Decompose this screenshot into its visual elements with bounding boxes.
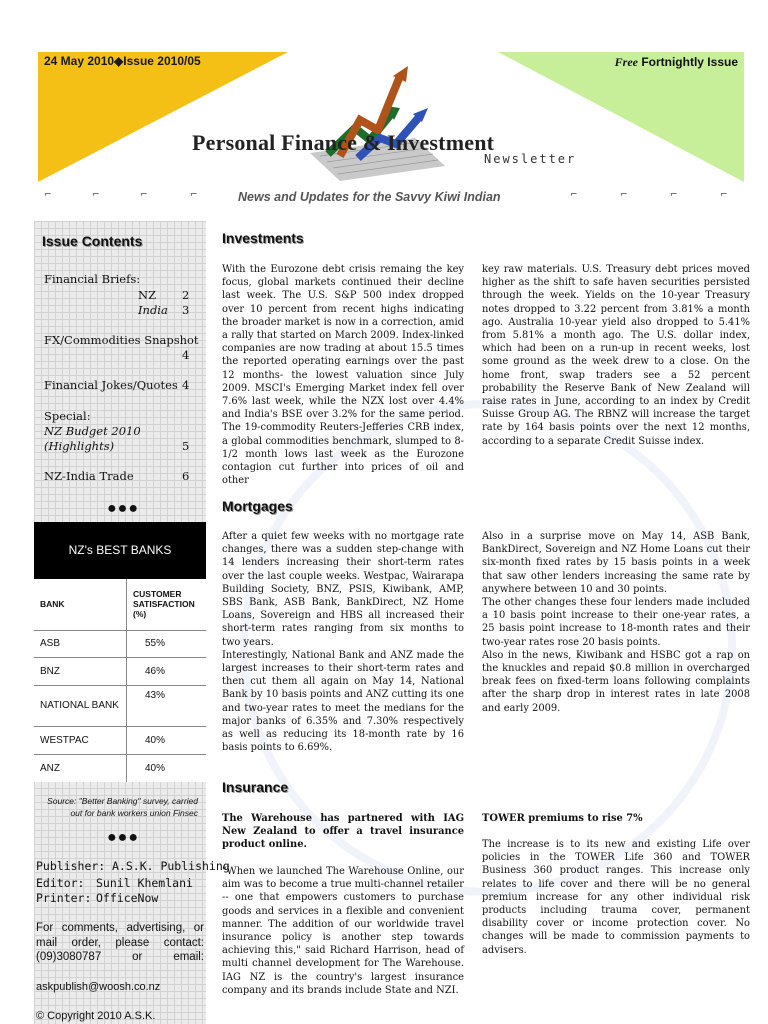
toc-budget-sub[interactable]: (Highlights) xyxy=(44,439,115,453)
table-row xyxy=(34,726,206,754)
mortgages-column-1 xyxy=(222,530,464,754)
toc-india[interactable]: India xyxy=(138,303,168,317)
table-row xyxy=(34,685,206,726)
toc-nz[interactable]: NZ xyxy=(138,288,157,302)
bank-name: ANZ xyxy=(34,754,127,782)
investments-heading: Investments xyxy=(222,230,304,246)
bank-satisfaction: 43% xyxy=(127,685,207,726)
toc-trade-page: 6 xyxy=(182,469,190,483)
toc-fx-commodities[interactable]: FX/Commodities Snapshot xyxy=(44,333,199,347)
copyright: © Copyright 2010 A.S.K. xyxy=(36,1010,156,1022)
corner-mark-icon: ⌐ xyxy=(190,190,198,200)
table-row xyxy=(34,657,206,685)
toc-india-page: 3 xyxy=(182,303,190,317)
bank-name: BNZ xyxy=(34,657,127,685)
best-banks-title: NZ's BEST BANKS xyxy=(68,543,172,557)
mortgages-paragraph: After a quiet few weeks with no mortgage rate changes, there was a sudden step-change with 14 lenders increasing their short-term rates over the last couple weeks. Westpac, Wairarapa Building Society, BNZ, PSIS, Kiwibank, AMP, SBS Bank, ASB Bank, BankDirect, NZ Home Loans, Sovereign and HBS all increased their short-term rates ranging from six months to two years. xyxy=(222,531,464,648)
table-row xyxy=(34,754,206,782)
growth-arrows-logo-icon xyxy=(300,58,450,183)
header-left-triangle xyxy=(38,52,288,182)
insurance-heading: Insurance xyxy=(222,779,289,795)
editor-label: Editor: xyxy=(36,876,85,890)
corner-mark-icon: ⌐ xyxy=(570,190,578,200)
mortgages-column-2 xyxy=(482,530,750,715)
toc-financial-briefs[interactable]: Financial Briefs: xyxy=(44,272,141,286)
corner-mark-icon: ⌐ xyxy=(44,190,52,200)
toc-special: Special: xyxy=(44,409,91,423)
newsletter-subtitle: Newsletter xyxy=(484,152,577,166)
survey-source-note: Source: "Better Banking" survey, carried out for bank workers union Finsec xyxy=(47,796,198,818)
bank-name: WESTPAC xyxy=(34,726,127,754)
col-bank-header: BANK xyxy=(34,579,127,630)
mortgages-heading: Mortgages xyxy=(222,498,293,514)
insurance-lead-2: TOWER premiums to rise 7% xyxy=(482,813,643,824)
printer-name: OfficeNow xyxy=(96,891,159,905)
issue-date: 24 May 2010◆Issue 2010/05 xyxy=(44,54,201,68)
mortgages-paragraph: The other changes these four lenders made included a 10 basis point increase to their one-year rates, a 25 basis point increase to 18-month rates and their two-year rates rose 20 basis points. xyxy=(482,597,750,648)
toc-nz-india-trade[interactable]: NZ-India Trade xyxy=(44,469,134,483)
mortgages-paragraph: Interestingly, National Bank and ANZ made the largest increases to their short-term rates and then cut them all again on May 14, National Bank by 10 basis points and ANZ cutting its one and two-year rates to meet the medians for the major banks of 6.35% and 7.30% respectively as well as reducing its 18-month rate by 16 basis points to 6.69%. xyxy=(222,649,464,754)
investments-column-1: With the Eurozone debt crisis remaing the key focus, global markets continued their decline last week. The U.S. S&P 500 index dropped over 10 percent from recent highs indicating the broader market is now in a correction, amid a rally that started on March 2009. Index-linked companies are now trading at about 15.5 times the reported operating earnings over the past 12 months- the lowest valuation since July 2009. MSCI's Emerging Market index fell over 7.6% last week, while the NZX lost over 4.4% and India's BSE over 3.2% for the same period. The 19-commodity Reuters-Jefferies CRB index, a global commodities benchmark, slumped to 8-1/2 month lows last week as the Eurozone contagion cut further into prices of oil and other xyxy=(222,264,464,487)
newsletter-title: Personal Finance & Investment xyxy=(192,130,495,155)
bank-satisfaction: 46% xyxy=(127,657,207,685)
bank-satisfaction: 55% xyxy=(127,630,207,657)
issue-contents-heading: Issue Contents xyxy=(42,233,143,249)
bank-name: NATIONAL BANK xyxy=(34,685,127,726)
toc-fx-page: 4 xyxy=(182,348,190,362)
corner-mark-icon: ⌐ xyxy=(140,190,148,200)
bank-name: ASB xyxy=(34,630,127,657)
insurance-body-2: The increase is to its new and existing Life over policies in the TOWER Life 360 and TOWER Business 360 product ranges. This increase only relates to life cover and there will be no general premium increase for any other individual risk products including trauma cover, permanent disability cover or income protection cover. No changes will be made to commission payments to advisers. xyxy=(482,839,750,956)
bank-satisfaction: 40% xyxy=(145,762,166,774)
toc-budget-page: 5 xyxy=(182,439,190,453)
insurance-lead-1: The Warehouse has partnered with IAG New Zealand to offer a travel insurance product online. xyxy=(222,813,464,851)
contact-info: For comments, advertising, or mail order, please contact: (09)3080787 or email: xyxy=(36,922,204,963)
separator-dots: ●●● xyxy=(107,829,139,846)
mortgages-paragraph: Also in the news, Kiwibank and HSBC got a rap on the knuckles and repaid $0.8 million in overcharged break fees on fixed-term loans following complaints after the sharp drop in interest rates in late 2008 and early 2009. xyxy=(482,649,750,714)
tagline: News and Updates for the Savvy Kiwi Indian xyxy=(238,190,501,204)
toc-jokes-page: 4 xyxy=(182,378,190,392)
printer-label: Printer: xyxy=(36,891,92,905)
separator-dots: ●●● xyxy=(107,500,139,517)
corner-mark-icon: ⌐ xyxy=(92,190,100,200)
toc-budget[interactable]: NZ Budget 2010 xyxy=(44,424,141,438)
corner-mark-icon: ⌐ xyxy=(720,190,728,200)
editor-name: Sunil Khemlani xyxy=(96,876,193,890)
toc-nz-page: 2 xyxy=(182,288,190,302)
corner-mark-icon: ⌐ xyxy=(670,190,678,200)
contact-email[interactable]: askpublish@woosh.co.nz xyxy=(36,981,161,993)
publisher-label: Publisher: xyxy=(36,859,106,873)
corner-mark-icon: ⌐ xyxy=(620,190,628,200)
mortgages-paragraph: Also in a surprise move on May 14, ASB Bank, BankDirect, Sovereign and NZ Home Loans cut their six-month fixed rates by 15 basis points in a week that saw other lenders increasing the same rate by anywhere between 10 and 30 points. xyxy=(482,531,750,595)
table-header-row xyxy=(34,579,206,630)
best-banks-table xyxy=(34,579,206,782)
table-row xyxy=(34,630,206,657)
bank-satisfaction: 40% xyxy=(127,726,207,754)
insurance-body-1: "When we launched The Warehouse Online, our aim was to become a true multi-channel retailer -- one that empowers customers to purchase goods and services in a flexible and convenient manner. The addition of our worldwide travel insurance policy is another step towards achieving this," said Richard Harrison, head of multi channel development for The Warehouse. IAG NZ is the country's largest insurance company and its brands include State and NZI. xyxy=(222,866,464,996)
investments-column-2: key raw materials. U.S. Treasury debt prices moved higher as the shift to safe haven securities persisted through the week. Yields on the 10-year Treasury notes dropped to 3.22 percent from 3.81% a month ago. Australia 10-year yield also dropped to 5.41% from 5.81% a month ago. The U.S. dollar index, which had been on a run-up in recent weeks, lost some ground as the week drew to a close. On the home front, swap traders see a 52 percent probability the Reserve Bank of New Zealand will raise rates in June, according to an index by Credit Suisse Group AG. The RBNZ will increase the target rate by 164 basis points over the next 12 months, according to a separate Credit Suisse index. xyxy=(482,264,750,447)
toc-jokes-quotes[interactable]: Financial Jokes/Quotes xyxy=(44,378,178,392)
fortnightly-label: Free Fortnightly Issue xyxy=(614,55,738,69)
publisher-name: A.S.K. Publishing xyxy=(112,859,230,873)
col-satisfaction-header: CUSTOMER SATISFACTION (%) xyxy=(127,579,207,630)
